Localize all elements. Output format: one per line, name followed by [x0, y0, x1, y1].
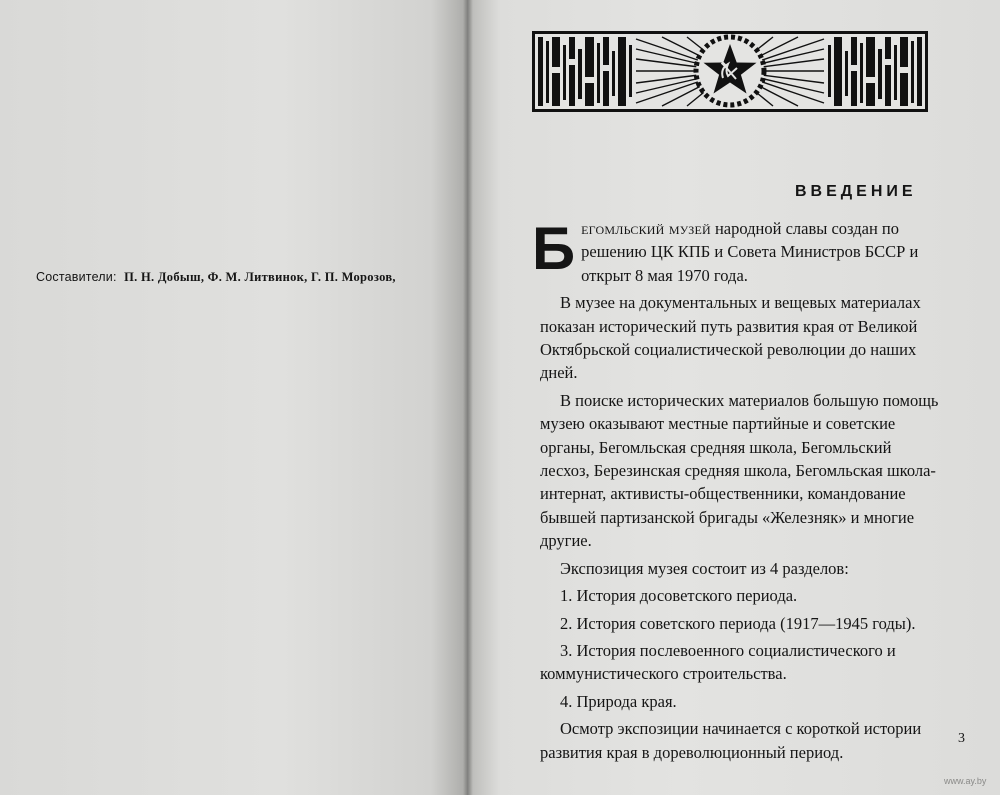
paragraph-3: В поиске исторических материалов большую помощь музею оказывают местные партийные и советские органы, Бегомльская средняя школа, Бегомльский лесхоз, Березинская средняя школа, Бегомльская школа-интернат, активисты-общественники, командование бывшей партизанской бригады «Железняк» и многие другие.	[540, 390, 939, 551]
drop-cap: Б	[532, 215, 576, 282]
museum-name: егомльский музей	[581, 219, 711, 238]
page-number: 3	[958, 731, 965, 746]
intro-rest: народной славы создан по решению ЦК КПБ и Совета Министров БССР и открыт 8 мая 1970 года.	[581, 219, 919, 285]
compilers-line	[36, 270, 396, 285]
body-text	[532, 215, 945, 764]
paragraph-2: В музее на документальных и вещевых материалах показан исторический путь развития края от Великой Октябрьской социалистической революции до наших дней.	[540, 293, 921, 383]
section-heading: ВВЕДЕНИЕ	[795, 183, 917, 200]
intro-paragraph	[532, 215, 945, 287]
watermark: www.ay.by	[944, 776, 987, 786]
list-item: 2. История советского периода (1917—1945 годы).	[560, 613, 916, 633]
paragraph-4: Экспозиция музея состоит из 4 разделов:	[560, 558, 849, 578]
list-item: 4. Природа края.	[560, 691, 677, 711]
emblem-banner	[532, 31, 928, 112]
list-item: 3. История послевоенного социалистического и коммунистического строительства.	[540, 640, 896, 684]
book-gutter	[463, 0, 473, 795]
list-item: 1. История досоветского периода.	[560, 586, 798, 606]
left-page	[0, 0, 468, 795]
compilers-label: Составители:	[36, 270, 117, 284]
compilers-names: П. Н. Добыш, Ф. М. Литвинок, Г. П. Морозов,	[124, 270, 396, 284]
paragraph-5: Осмотр экспозиции начинается с короткой истории развития края в дореволюционный период.	[540, 719, 922, 762]
